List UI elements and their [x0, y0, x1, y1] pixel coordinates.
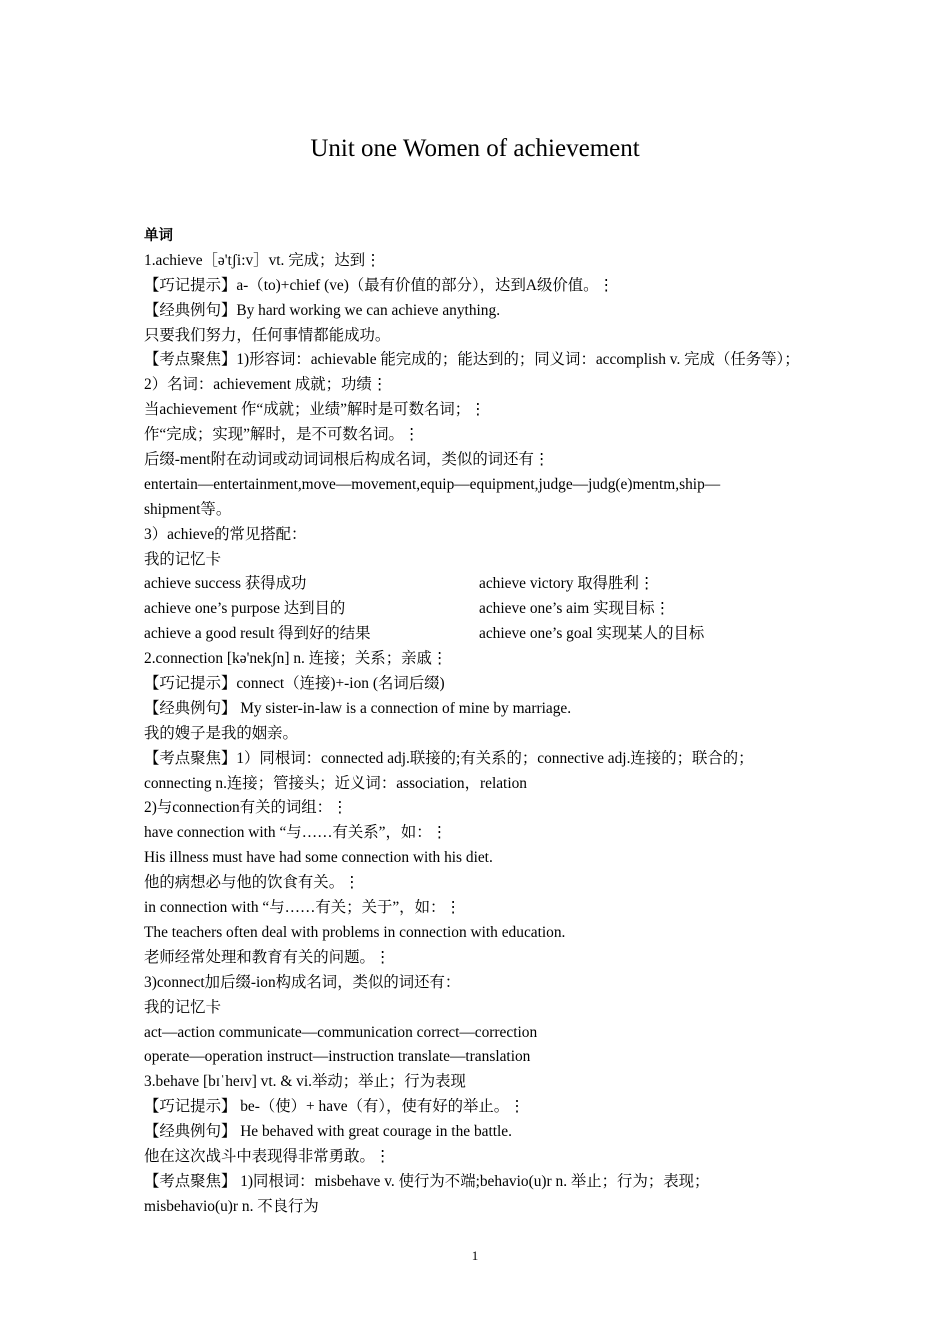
- text-line: 后缀-ment附在动词或动词词根后构成名词，类似的词还有⋮: [144, 451, 550, 469]
- collocation-row: [144, 597, 814, 622]
- collocation-item: achieve success 获得成功: [144, 575, 307, 593]
- text-line: 【巧记提示】a-（to)+chief (ve)（最有价值的部分），达到A级价值。⋮: [144, 276, 614, 294]
- text-line: 他在这次战斗中表现得非常勇敢。⋮: [144, 1147, 391, 1165]
- text-line: His illness must have had some connection with his diet.: [144, 849, 493, 867]
- text-line: 2）名词：achievement 成就；功绩⋮: [144, 376, 388, 394]
- text-line: The teachers often deal with problems in connection with education.: [144, 923, 566, 941]
- text-line: 【考点聚焦】1）同根词：connected adj.联接的;有关系的；connective adj.连接的；联合的；: [144, 749, 754, 767]
- text-line: 作“完成；实现”解时，是不可数名词。⋮: [144, 426, 420, 444]
- text-line: 3）achieve的常见搭配：: [144, 525, 307, 543]
- text-line: 他的病想必与他的饮食有关。⋮: [144, 874, 360, 892]
- text-line: 只要我们努力，任何事情都能成功。: [144, 326, 391, 344]
- text-line: 【经典例句】By hard working we can achieve anything.: [144, 301, 501, 319]
- text-line: entertain—entertainment,move—movement,equip—equipment,judge—judg(e)mentm,ship—: [144, 475, 721, 493]
- collocation-row: [144, 572, 814, 597]
- text-line: 【巧记提示】connect（连接)+-ion (名词后缀): [144, 675, 445, 693]
- text-line: 2.connection [kə'nekʃn] n. 连接；关系；亲戚⋮: [144, 650, 448, 668]
- text-line: 【经典例句】 My sister-in-law is a connection of mine by marriage.: [144, 699, 572, 717]
- text-line: 老师经常处理和教育有关的问题。⋮: [144, 948, 391, 966]
- text-line: in connection with “与……有关；关于”，如：⋮: [144, 899, 461, 917]
- text-line: 3)connect加后缀-ion构成名词，类似的词还有：: [144, 973, 461, 991]
- text-line: 【巧记提示】 be-（使）+ have（有），使有好的举止。⋮: [144, 1098, 525, 1116]
- text-line: shipment等。: [144, 500, 232, 518]
- text-line: 1.achieve［ə'tʃi:v］vt. 完成；达到⋮: [144, 251, 381, 269]
- collocation-row: [144, 622, 814, 647]
- text-line: 当achievement 作“成就；业绩”解时是可数名词；⋮: [144, 401, 486, 419]
- text-line: 我的记忆卡: [144, 550, 221, 568]
- text-line: act—action communicate—communication correct—correction: [144, 1023, 538, 1041]
- text-line: 【考点聚焦】1)形容词：achievable 能完成的；能达到的；同义词：accomplish v. 完成（任务等）；: [144, 351, 800, 369]
- collocation-item: achieve one’s goal 实现某人的目标: [479, 625, 705, 643]
- collocation-item: achieve one’s aim 实现目标⋮: [479, 600, 671, 618]
- paragraph-connection-behave: [144, 647, 814, 1219]
- text-line: connecting n.连接；管接头；近义词：association，relation: [144, 774, 527, 792]
- text-line: misbehavio(u)r n. 不良行为: [144, 1197, 319, 1215]
- collocation-item: achieve victory 取得胜利⋮: [479, 575, 655, 593]
- text-line: have connection with “与……有关系”，如：⋮: [144, 824, 448, 842]
- collocation-item: achieve a good result 得到好的结果: [144, 625, 371, 643]
- paragraph-achieve: [144, 249, 814, 573]
- text-line: 我的记忆卡: [144, 998, 221, 1016]
- page-number: 1: [471, 1248, 479, 1263]
- collocation-table: [144, 572, 814, 647]
- text-line: 【考点聚焦】 1)同根词：misbehave v. 使行为不端;behavio(u)r n. 举止；行为；表现；: [144, 1172, 710, 1190]
- text-line: 3.behave [bɪˈheɪv] vt. & vi.举动；举止；行为表现: [144, 1073, 466, 1091]
- page-title: Unit one Women of achievement: [310, 135, 640, 162]
- document-body: [144, 224, 814, 1220]
- section-heading: 单词: [144, 228, 173, 244]
- text-line: operate—operation instruct—instruction translate—translation: [144, 1048, 531, 1066]
- collocation-item: achieve one’s purpose 达到目的: [144, 600, 346, 618]
- text-line: 【经典例句】 He behaved with great courage in the battle.: [144, 1123, 512, 1141]
- text-line: 我的嫂子是我的姻亲。: [144, 724, 298, 742]
- text-line: 2)与connection有关的词组：⋮: [144, 799, 348, 817]
